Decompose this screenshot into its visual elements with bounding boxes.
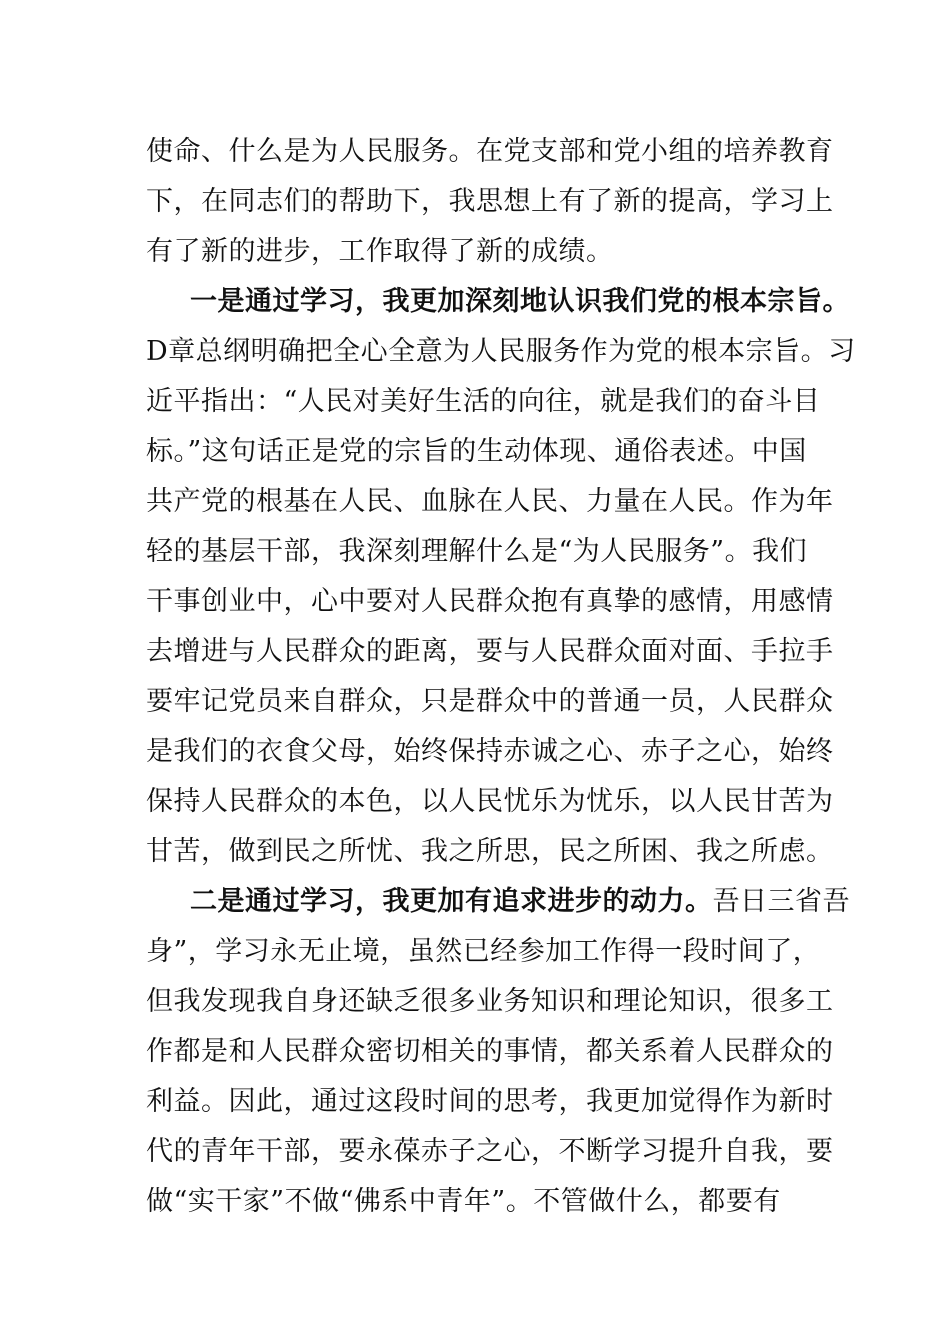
text-line: 有了新的进步，工作取得了新的成绩。 [146, 236, 614, 267]
text-line: 做“实干家”不做“佛系中青年”。不管做什么，都要有 [146, 1186, 781, 1217]
section-two-text: 吾日三省吾 [712, 886, 850, 917]
text-line: 近平指出：“人民对美好生活的向往，就是我们的奋斗目 [146, 386, 821, 417]
text-line: 是我们的衣食父母，始终保持赤诚之心、赤子之心，始终 [146, 736, 834, 767]
text-line: 去增进与人民群众的距离，要与人民群众面对面、手拉手 [146, 636, 834, 667]
section-two-line [146, 877, 850, 927]
text-line: 甘苦，做到民之所忧、我之所思，民之所困、我之所虑。 [146, 836, 834, 867]
section-heading-one: 一是通过学习，我更加深刻地认识我们党的根本宗旨。 [190, 286, 850, 317]
text-line: 作都是和人民群众密切相关的事情，都关系着人民群众的 [146, 1036, 834, 1067]
text-line: D章总纲明确把全心全意为人民服务作为党的根本宗旨。习 [146, 336, 856, 367]
text-line: 代的青年干部，要永葆赤子之心，不断学习提升自我，要 [146, 1136, 834, 1167]
text-line: 使命、什么是为人民服务。在党支部和党小组的培养教育 [146, 136, 834, 167]
text-line: 干事创业中，心中要对人民群众抱有真挚的感情，用感情 [146, 586, 834, 617]
text-line: 标。”这句话正是党的宗旨的生动体现、通俗表述。中国 [146, 436, 807, 467]
text-line: 下，在同志们的帮助下，我思想上有了新的提高，学习上 [146, 186, 834, 217]
text-line: 但我发现我自身还缺乏很多业务知识和理论知识，很多工 [146, 986, 834, 1017]
section-heading-two: 二是通过学习，我更加有追求进步的动力。 [190, 886, 713, 917]
text-line: 利益。因此，通过这段时间的思考，我更加觉得作为新时 [146, 1086, 834, 1117]
text-line: 轻的基层干部，我深刻理解什么是“为人民服务”。我们 [146, 536, 808, 567]
body-text [146, 127, 856, 1227]
text-line: 保持人民群众的本色，以人民忧乐为忧乐，以人民甘苦为 [146, 786, 834, 817]
text-line: 身”，学习永无止境，虽然已经参加工作得一段时间了， [146, 936, 821, 967]
text-line: 共产党的根基在人民、血脉在人民、力量在人民。作为年 [146, 486, 834, 517]
text-line: 要牢记党员来自群众，只是群众中的普通一员，人民群众 [146, 686, 834, 717]
